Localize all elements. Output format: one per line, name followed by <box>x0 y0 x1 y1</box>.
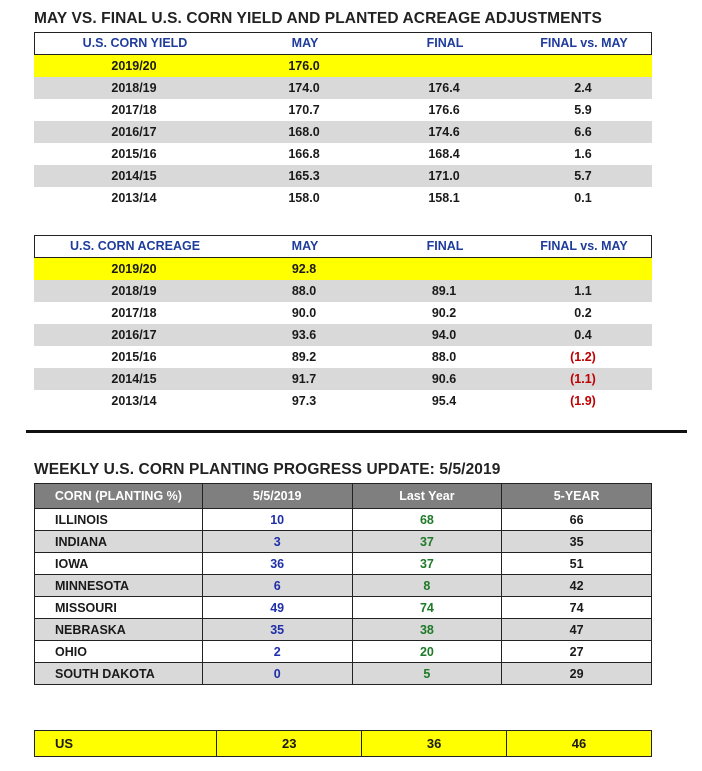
acreage-header-diff: FINAL vs. MAY <box>540 239 628 253</box>
planting-header-last-year: Last Year <box>352 484 502 509</box>
acreage-final-cell: 90.6 <box>431 372 457 386</box>
acreage-season-cell: 2018/19 <box>111 284 157 298</box>
yield-may-cell: 165.3 <box>288 169 320 183</box>
us-total-row <box>35 731 652 757</box>
yield-season-cell: 2013/14 <box>111 191 157 205</box>
planting-state-cell: ILLINOIS <box>35 509 203 531</box>
planting-5-year-cell: 35 <box>502 531 652 553</box>
planting-table-body <box>35 509 652 685</box>
section-divider <box>26 430 687 433</box>
planting-5-year-cell: 51 <box>502 553 652 575</box>
planting-state-cell: NEBRASKA <box>35 619 203 641</box>
acreage-final-cell: 89.1 <box>431 284 457 298</box>
planting-progress-table <box>34 483 652 685</box>
acreage-diff-cell: (1.9) <box>570 394 596 408</box>
acreage-may-cell: 91.7 <box>291 372 317 386</box>
yield-season-cell: 2016/17 <box>111 125 157 139</box>
planting-last-year-cell: 8 <box>352 575 502 597</box>
yield-header-may: MAY <box>291 36 319 50</box>
planting-current-cell: 36 <box>202 553 352 575</box>
yield-row <box>34 165 652 187</box>
yield-may-cell: 174.0 <box>288 81 320 95</box>
acreage-diff-cell: 0.2 <box>574 306 592 320</box>
planting-last-year-cell: 74 <box>352 597 502 619</box>
acreage-row <box>34 258 652 280</box>
planting-current-cell: 0 <box>202 663 352 685</box>
planting-current-cell: 49 <box>202 597 352 619</box>
planting-row <box>35 597 652 619</box>
planting-header-current: 5/5/2019 <box>202 484 352 509</box>
acreage-row <box>34 280 652 302</box>
acreage-row <box>34 302 652 324</box>
yield-final-cell: 176.6 <box>428 103 460 117</box>
yield-row <box>34 55 652 77</box>
yield-may-cell: 170.7 <box>288 103 320 117</box>
acreage-season-cell: 2019/20 <box>111 262 157 276</box>
yield-final-cell: 158.1 <box>428 191 460 205</box>
acreage-diff-cell: 1.1 <box>574 284 592 298</box>
yield-row <box>34 143 652 165</box>
planting-5-year-cell: 29 <box>502 663 652 685</box>
planting-row <box>35 553 652 575</box>
yield-diff-cell: 6.6 <box>574 125 592 139</box>
yield-header-label: U.S. CORN YIELD <box>82 36 188 50</box>
planting-last-year-cell: 37 <box>352 553 502 575</box>
planting-row <box>35 663 652 685</box>
yield-row <box>34 121 652 143</box>
planting-state-cell: INDIANA <box>35 531 203 553</box>
yield-row <box>34 77 652 99</box>
planting-header-5-year: 5-YEAR <box>502 484 652 509</box>
planting-last-year-cell: 37 <box>352 531 502 553</box>
planting-state-cell: OHIO <box>35 641 203 663</box>
acreage-table-body <box>34 258 652 412</box>
acreage-final-cell: 88.0 <box>431 350 457 364</box>
planting-row <box>35 509 652 531</box>
acreage-header-may: MAY <box>291 239 319 253</box>
yield-diff-cell: 0.1 <box>574 191 592 205</box>
yield-diff-cell: 1.6 <box>574 147 592 161</box>
yield-season-cell: 2015/16 <box>111 147 157 161</box>
yield-final-cell: 171.0 <box>428 169 460 183</box>
yield-may-cell: 176.0 <box>288 59 320 73</box>
planting-5-year-cell: 47 <box>502 619 652 641</box>
yield-season-cell: 2014/15 <box>111 169 157 183</box>
us-total-last-year: 36 <box>362 731 507 757</box>
acreage-may-cell: 93.6 <box>291 328 317 342</box>
acreage-row <box>34 368 652 390</box>
planting-last-year-cell: 38 <box>352 619 502 641</box>
planting-last-year-cell: 20 <box>352 641 502 663</box>
acreage-may-cell: 97.3 <box>291 394 317 408</box>
acreage-final-cell: 95.4 <box>431 394 457 408</box>
yield-row <box>34 99 652 121</box>
acreage-may-cell: 88.0 <box>291 284 317 298</box>
planting-current-cell: 2 <box>202 641 352 663</box>
yield-acreage-title: MAY VS. FINAL U.S. CORN YIELD AND PLANTED ACREAGE ADJUSTMENTS <box>34 10 602 27</box>
yield-diff-cell: 5.7 <box>574 169 592 183</box>
acreage-diff-cell: 0.4 <box>574 328 592 342</box>
acreage-diff-cell: (1.2) <box>570 350 596 364</box>
acreage-header-label: U.S. CORN ACREAGE <box>69 239 201 253</box>
acreage-header-final: FINAL <box>426 239 464 253</box>
yield-diff-cell: 5.9 <box>574 103 592 117</box>
acreage-table-header <box>34 235 652 258</box>
acreage-row <box>34 324 652 346</box>
planting-state-cell: MINNESOTA <box>35 575 203 597</box>
planting-last-year-cell: 5 <box>352 663 502 685</box>
planting-state-cell: IOWA <box>35 553 203 575</box>
acreage-season-cell: 2014/15 <box>111 372 157 386</box>
planting-current-cell: 6 <box>202 575 352 597</box>
yield-diff-cell: 2.4 <box>574 81 592 95</box>
yield-header-diff: FINAL vs. MAY <box>540 36 628 50</box>
planting-table-header <box>35 484 652 509</box>
planting-current-cell: 10 <box>202 509 352 531</box>
planting-current-cell: 35 <box>202 619 352 641</box>
acreage-season-cell: 2016/17 <box>111 328 157 342</box>
planting-5-year-cell: 27 <box>502 641 652 663</box>
yield-table-body <box>34 55 652 209</box>
acreage-season-cell: 2015/16 <box>111 350 157 364</box>
yield-may-cell: 168.0 <box>288 125 320 139</box>
acreage-table <box>34 235 652 412</box>
yield-table <box>34 32 652 209</box>
planting-5-year-cell: 74 <box>502 597 652 619</box>
yield-table-header <box>34 32 652 55</box>
planting-row <box>35 619 652 641</box>
yield-final-cell: 168.4 <box>428 147 460 161</box>
yield-may-cell: 166.8 <box>288 147 320 161</box>
us-total-table <box>34 730 652 757</box>
acreage-row <box>34 390 652 412</box>
planting-current-cell: 3 <box>202 531 352 553</box>
yield-season-cell: 2018/19 <box>111 81 157 95</box>
us-total-current: 23 <box>217 731 362 757</box>
planting-row <box>35 531 652 553</box>
yield-season-cell: 2017/18 <box>111 103 157 117</box>
acreage-diff-cell: (1.1) <box>570 372 596 386</box>
acreage-season-cell: 2013/14 <box>111 394 157 408</box>
acreage-may-cell: 90.0 <box>291 306 317 320</box>
yield-final-cell: 174.6 <box>428 125 460 139</box>
planting-row <box>35 575 652 597</box>
planting-5-year-cell: 42 <box>502 575 652 597</box>
yield-row <box>34 187 652 209</box>
us-total-5-year: 46 <box>507 731 652 757</box>
planting-state-cell: SOUTH DAKOTA <box>35 663 203 685</box>
planting-header-state: CORN (PLANTING %) <box>35 484 203 509</box>
acreage-final-cell: 94.0 <box>431 328 457 342</box>
acreage-may-cell: 89.2 <box>291 350 317 364</box>
acreage-final-cell: 90.2 <box>431 306 457 320</box>
acreage-row <box>34 346 652 368</box>
yield-final-cell: 176.4 <box>428 81 460 95</box>
planting-last-year-cell: 68 <box>352 509 502 531</box>
planting-state-cell: MISSOURI <box>35 597 203 619</box>
acreage-may-cell: 92.8 <box>291 262 317 276</box>
us-total-label: US <box>35 731 217 757</box>
acreage-season-cell: 2017/18 <box>111 306 157 320</box>
yield-may-cell: 158.0 <box>288 191 320 205</box>
planting-5-year-cell: 66 <box>502 509 652 531</box>
yield-header-final: FINAL <box>426 36 464 50</box>
yield-season-cell: 2019/20 <box>111 59 157 73</box>
planting-row <box>35 641 652 663</box>
planting-progress-title: WEEKLY U.S. CORN PLANTING PROGRESS UPDATE: 5/5/2019 <box>34 461 501 478</box>
